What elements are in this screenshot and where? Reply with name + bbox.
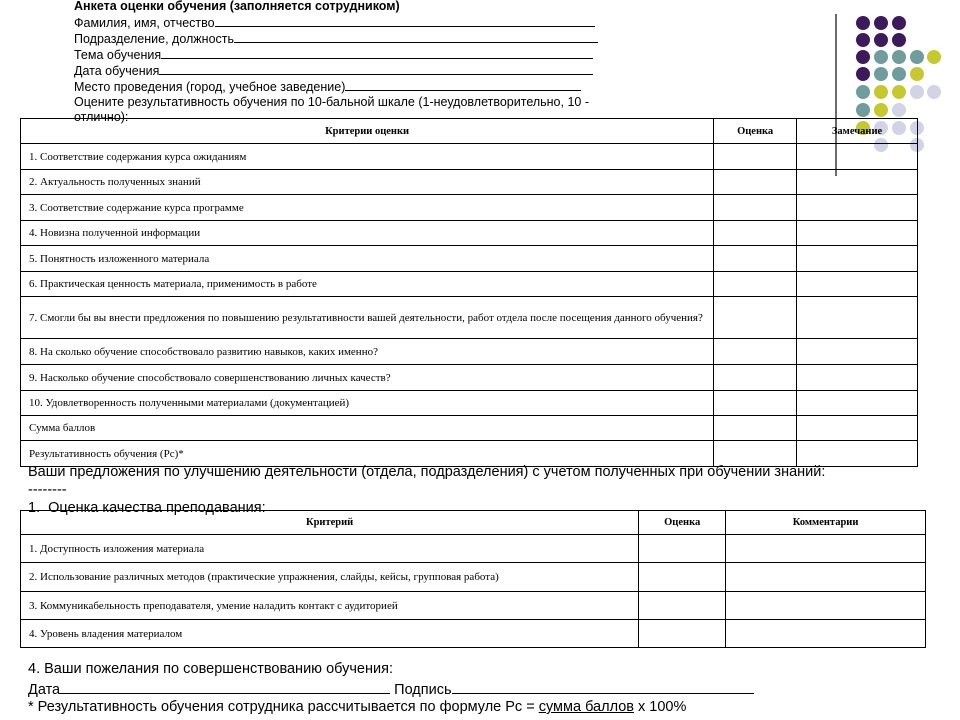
footnote-suffix: х 100% bbox=[633, 699, 687, 715]
remark-cell[interactable] bbox=[797, 297, 918, 339]
table-row bbox=[21, 620, 926, 648]
field-topic bbox=[74, 47, 714, 63]
field-label: Подразделение, должность bbox=[74, 32, 235, 46]
field-label: Место проведения (город, учебное заведение) bbox=[74, 80, 346, 94]
column-header-score: Оценка bbox=[714, 119, 797, 144]
decorative-dot bbox=[910, 50, 924, 64]
section-title: Оценка качества преподавания: bbox=[48, 500, 266, 516]
footnote bbox=[28, 699, 686, 715]
column-header-criteria: Критерии оценки bbox=[21, 119, 714, 144]
table-row bbox=[21, 592, 926, 620]
comment-cell[interactable] bbox=[726, 592, 926, 620]
criterion-label: 3. Коммуникабельность преподавателя, умение наладить контакт с аудиторией bbox=[21, 592, 639, 620]
criterion-label: 4. Уровень владения материалом bbox=[21, 620, 639, 648]
criterion-label: 6. Практическая ценность материала, применимость в работе bbox=[21, 272, 714, 297]
decorative-dot bbox=[927, 50, 941, 64]
column-header-comments: Комментарии bbox=[726, 511, 926, 535]
evaluation-criteria-table bbox=[20, 118, 918, 467]
criterion-label: 8. На сколько обучение способствовало развитию навыков, каких именно? bbox=[21, 339, 714, 365]
decorative-dot bbox=[927, 85, 941, 99]
score-cell[interactable] bbox=[714, 297, 797, 339]
remark-cell[interactable] bbox=[797, 221, 918, 246]
table-row bbox=[21, 170, 918, 195]
criterion-label: Сумма баллов bbox=[21, 416, 714, 441]
column-header-score: Оценка bbox=[639, 511, 726, 535]
score-cell[interactable] bbox=[639, 592, 726, 620]
remark-cell[interactable] bbox=[797, 195, 918, 221]
criterion-label: 5. Понятность изложенного материала bbox=[21, 246, 714, 272]
column-header-remark: Замечание bbox=[797, 119, 918, 144]
decorative-dot bbox=[856, 85, 870, 99]
table-row bbox=[21, 221, 918, 246]
table-row bbox=[21, 391, 918, 416]
decorative-dot bbox=[892, 16, 906, 30]
signature-label: Подпись bbox=[394, 682, 452, 698]
criterion-label: Результативность обучения (Рс)* bbox=[21, 441, 714, 467]
criterion-label: 10. Удовлетворенность полученными материалами (документацией) bbox=[21, 391, 714, 416]
remark-cell[interactable] bbox=[797, 144, 918, 170]
table-header-row bbox=[21, 511, 926, 535]
department-input-line[interactable] bbox=[234, 31, 598, 43]
topic-input-line[interactable] bbox=[161, 47, 593, 59]
form-header bbox=[74, 0, 714, 125]
remark-cell[interactable] bbox=[797, 416, 918, 441]
score-cell[interactable] bbox=[714, 170, 797, 195]
field-full-name bbox=[74, 15, 714, 31]
score-cell[interactable] bbox=[714, 365, 797, 391]
criterion-label: 1. Доступность изложения материала bbox=[21, 535, 639, 563]
field-label: Тема обучения bbox=[74, 48, 162, 62]
table-row bbox=[21, 297, 918, 339]
decorative-dot bbox=[856, 103, 870, 117]
comment-cell[interactable] bbox=[726, 535, 926, 563]
suggestions-prompt: Ваши предложения по улучшению деятельности (отдела, подразделения) с учетом полученных при обучении знаний: bbox=[28, 464, 826, 480]
date-label: Дата bbox=[28, 682, 61, 698]
table-row bbox=[21, 144, 918, 170]
score-cell[interactable] bbox=[639, 563, 726, 592]
date-input-line[interactable] bbox=[159, 63, 593, 75]
decorative-dot bbox=[892, 33, 906, 47]
criterion-label: 1. Соответствие содержания курса ожиданиям bbox=[21, 144, 714, 170]
score-cell[interactable] bbox=[714, 144, 797, 170]
location-input-line[interactable] bbox=[345, 79, 581, 91]
decorative-dot bbox=[874, 85, 888, 99]
remark-cell[interactable] bbox=[797, 272, 918, 297]
wishes-prompt: 4. Ваши пожелания по совершенствованию обучения: bbox=[28, 661, 393, 677]
decorative-dot bbox=[856, 67, 870, 81]
table-header-row bbox=[21, 119, 918, 144]
criterion-label: 7. Смогли бы вы внести предложения по повышению результативности вашей деятельности, работ отдела после посещения данного обучения? bbox=[21, 297, 714, 339]
score-cell[interactable] bbox=[714, 272, 797, 297]
column-header-criterion: Критерий bbox=[21, 511, 639, 535]
decorative-dot bbox=[856, 16, 870, 30]
criterion-label: 4. Новизна полученной информации bbox=[21, 221, 714, 246]
decorative-dot bbox=[874, 33, 888, 47]
table-row bbox=[21, 535, 926, 563]
field-label: Фамилия, имя, отчество bbox=[74, 16, 215, 30]
decorative-dot bbox=[874, 16, 888, 30]
score-cell[interactable] bbox=[639, 620, 726, 648]
rating-instruction: Оцените результативность обучения по 10-бальной шкале (1-неудовлетворительно, 10 - отлично): bbox=[74, 95, 589, 124]
table-row bbox=[21, 246, 918, 272]
signature-input-line[interactable] bbox=[452, 680, 754, 694]
comment-cell[interactable] bbox=[726, 563, 926, 592]
signature-line bbox=[28, 680, 754, 698]
footnote-underlined: сумма баллов bbox=[538, 699, 634, 715]
decorative-dot bbox=[856, 33, 870, 47]
decorative-dot bbox=[892, 67, 906, 81]
field-department bbox=[74, 31, 714, 47]
criterion-label: 9. Насколько обучение способствовало совершенствованию личных качеств? bbox=[21, 365, 714, 391]
remark-cell[interactable] bbox=[797, 339, 918, 365]
table-row bbox=[21, 563, 926, 592]
score-cell[interactable] bbox=[714, 339, 797, 365]
date-input-line[interactable] bbox=[60, 680, 390, 694]
decorative-dot bbox=[892, 103, 906, 117]
table-row bbox=[21, 365, 918, 391]
teaching-quality-table bbox=[20, 510, 926, 648]
decorative-dot bbox=[874, 50, 888, 64]
decorative-dot bbox=[910, 85, 924, 99]
decorative-dot bbox=[892, 85, 906, 99]
score-cell[interactable] bbox=[639, 535, 726, 563]
criterion-label: 3. Соответствие содержание курса программе bbox=[21, 195, 714, 221]
decorative-dot bbox=[874, 103, 888, 117]
table-row bbox=[21, 272, 918, 297]
table-row-effectiveness bbox=[21, 441, 918, 467]
remark-cell[interactable] bbox=[797, 246, 918, 272]
footnote-prefix: * Результативность обучения сотрудника рассчитывается по формуле Рс = bbox=[28, 699, 539, 715]
full-name-input-line[interactable] bbox=[215, 15, 595, 27]
section-number: 1. bbox=[28, 500, 41, 516]
decorative-dot bbox=[874, 67, 888, 81]
form-title: Анкета оценки обучения (заполняется сотрудником) bbox=[74, 0, 400, 13]
suggestions-dashes: -------- bbox=[28, 482, 67, 498]
score-cell[interactable] bbox=[714, 221, 797, 246]
remark-cell[interactable] bbox=[797, 170, 918, 195]
score-cell[interactable] bbox=[714, 441, 797, 467]
criterion-label: 2. Использование различных методов (практические упражнения, слайды, кейсы, групповая работа) bbox=[21, 563, 639, 592]
score-cell[interactable] bbox=[714, 195, 797, 221]
decorative-dot bbox=[856, 50, 870, 64]
table-row bbox=[21, 195, 918, 221]
remark-cell[interactable] bbox=[797, 391, 918, 416]
decorative-dot bbox=[892, 50, 906, 64]
remark-cell[interactable] bbox=[797, 441, 918, 467]
criterion-label: 2. Актуальность полученных знаний bbox=[21, 170, 714, 195]
remark-cell[interactable] bbox=[797, 365, 918, 391]
table-row-total bbox=[21, 416, 918, 441]
decorative-dot bbox=[910, 67, 924, 81]
comment-cell[interactable] bbox=[726, 620, 926, 648]
score-cell[interactable] bbox=[714, 246, 797, 272]
score-cell[interactable] bbox=[714, 391, 797, 416]
field-label: Дата обучения bbox=[74, 64, 160, 78]
field-date bbox=[74, 63, 714, 79]
score-cell[interactable] bbox=[714, 416, 797, 441]
table-row bbox=[21, 339, 918, 365]
field-location bbox=[74, 79, 714, 95]
